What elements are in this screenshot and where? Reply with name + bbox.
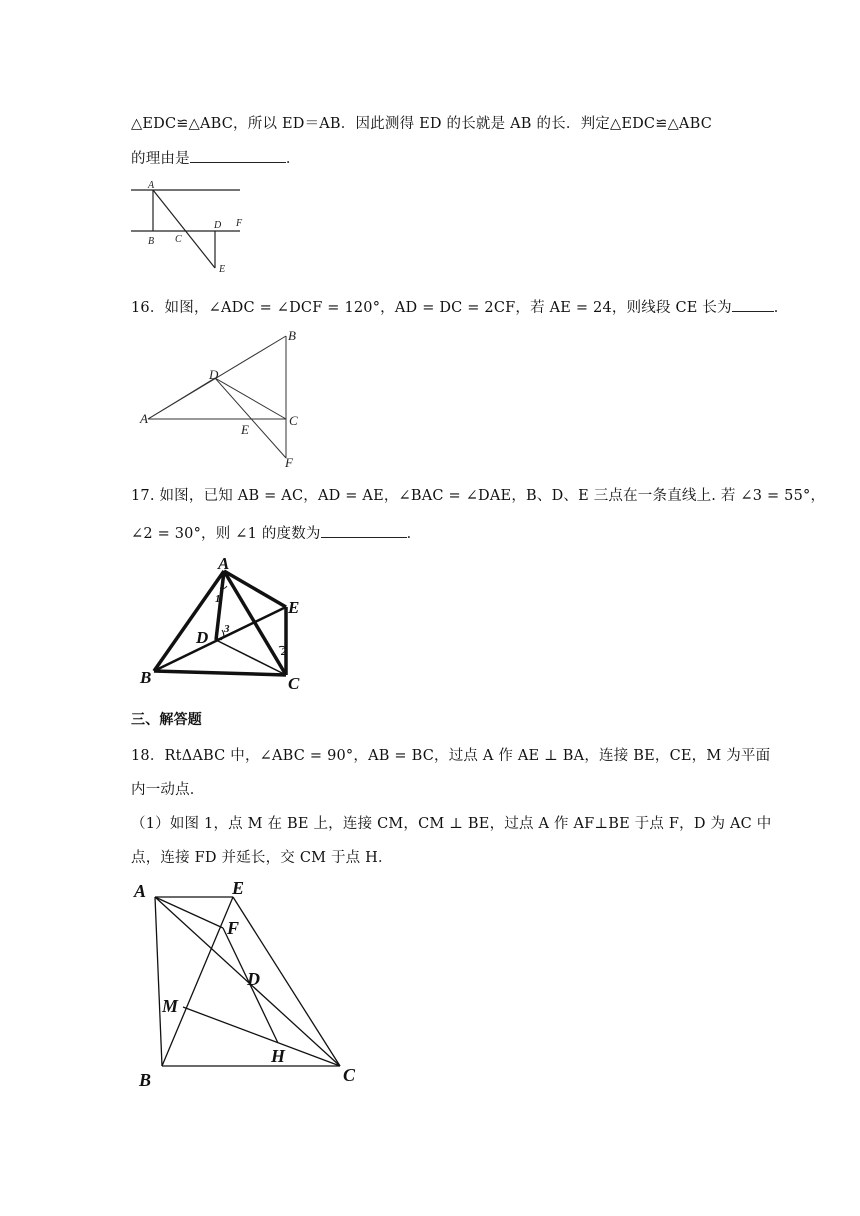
q18-label-f: F (227, 918, 240, 938)
q18-line3: （1）如图 1，点 M 在 BE 上，连接 CM，CM ⊥ BE，过点 A 作 AF⊥BE 于点 F，D 为 AC 中 (131, 816, 772, 832)
q15-label-c: C (175, 234, 182, 245)
q18-line4: 点，连接 FD 并延长，交 CM 于点 H． (131, 850, 393, 866)
q18-line2: 内一动点． (131, 782, 205, 798)
q17-label-e: E (288, 598, 300, 617)
section-3-heading: 三、解答题 (131, 712, 202, 728)
q15-label-e: E (219, 264, 226, 275)
q17-label-b: B (140, 668, 152, 687)
q17-answer-blank[interactable] (321, 523, 407, 538)
q16-line (131, 296, 789, 317)
q15-line1: △EDC≌△ABC，所以 ED＝AB．因此测得 ED 的长就是 AB 的长．判定△EDC≌△ABC (131, 116, 713, 132)
q17-angle-1: 1 (215, 593, 221, 605)
q17-angle-3: 3 (224, 623, 230, 635)
q17-label-a: A (218, 554, 230, 573)
q15-label-a: A (148, 180, 155, 191)
q16-answer-blank[interactable] (732, 297, 774, 312)
q16-label-a: A (140, 411, 148, 426)
q15-label-f: F (236, 218, 243, 229)
q18-figure (130, 872, 370, 1092)
q16-label-c: C (289, 413, 298, 428)
q17-label-c: C (288, 674, 300, 693)
q18-label-a: A (134, 881, 147, 901)
q18-label-c: C (343, 1065, 356, 1085)
q16-figure (138, 326, 308, 472)
q16-label-e: E (241, 422, 249, 437)
q15-line2 (131, 147, 301, 168)
q16-label-b: B (288, 328, 296, 343)
q16-label-f: F (285, 455, 293, 470)
q17-line2 (131, 522, 421, 543)
q15-answer-blank[interactable] (190, 148, 286, 163)
q16-text: 16．如图，∠ADC = ∠DCF = 120°，AD = DC = 2CF，若 AE = 24，则线段 CE 长为 (131, 300, 732, 316)
q17-line2-text: ∠2 = 30°，则 ∠1 的度数为 (131, 526, 321, 542)
q15-label-b: B (148, 236, 155, 247)
q17-end: ． (406, 526, 422, 542)
q17-angle-2: 2 (281, 646, 287, 658)
q17-label-d: D (196, 628, 209, 647)
q18-label-m: M (162, 996, 179, 1016)
q18-label-d: D (247, 969, 260, 989)
q16-end: ． (773, 300, 789, 316)
q18-line1: 18．RtΔABC 中，∠ABC = 90°，AB = BC，过点 A 作 AE ⊥ BA，连接 BE，CE，M 为平面 (131, 748, 771, 764)
q15-figure (128, 178, 248, 276)
q18-label-h: H (271, 1046, 286, 1066)
q15-label-d: D (214, 220, 222, 231)
q15-line2-text: 的理由是 (131, 151, 190, 167)
q16-label-d: D (209, 367, 219, 382)
q17-line1: 17. 如图，已知 AB = AC，AD = AE，∠BAC = ∠DAE，B、D、E 三点在一条直线上. 若 ∠3 = 55°， (131, 488, 826, 504)
q18-label-b: B (139, 1070, 152, 1090)
q15-line2-end: ． (285, 151, 301, 167)
q17-figure (136, 552, 316, 692)
q18-label-e: E (232, 878, 245, 898)
